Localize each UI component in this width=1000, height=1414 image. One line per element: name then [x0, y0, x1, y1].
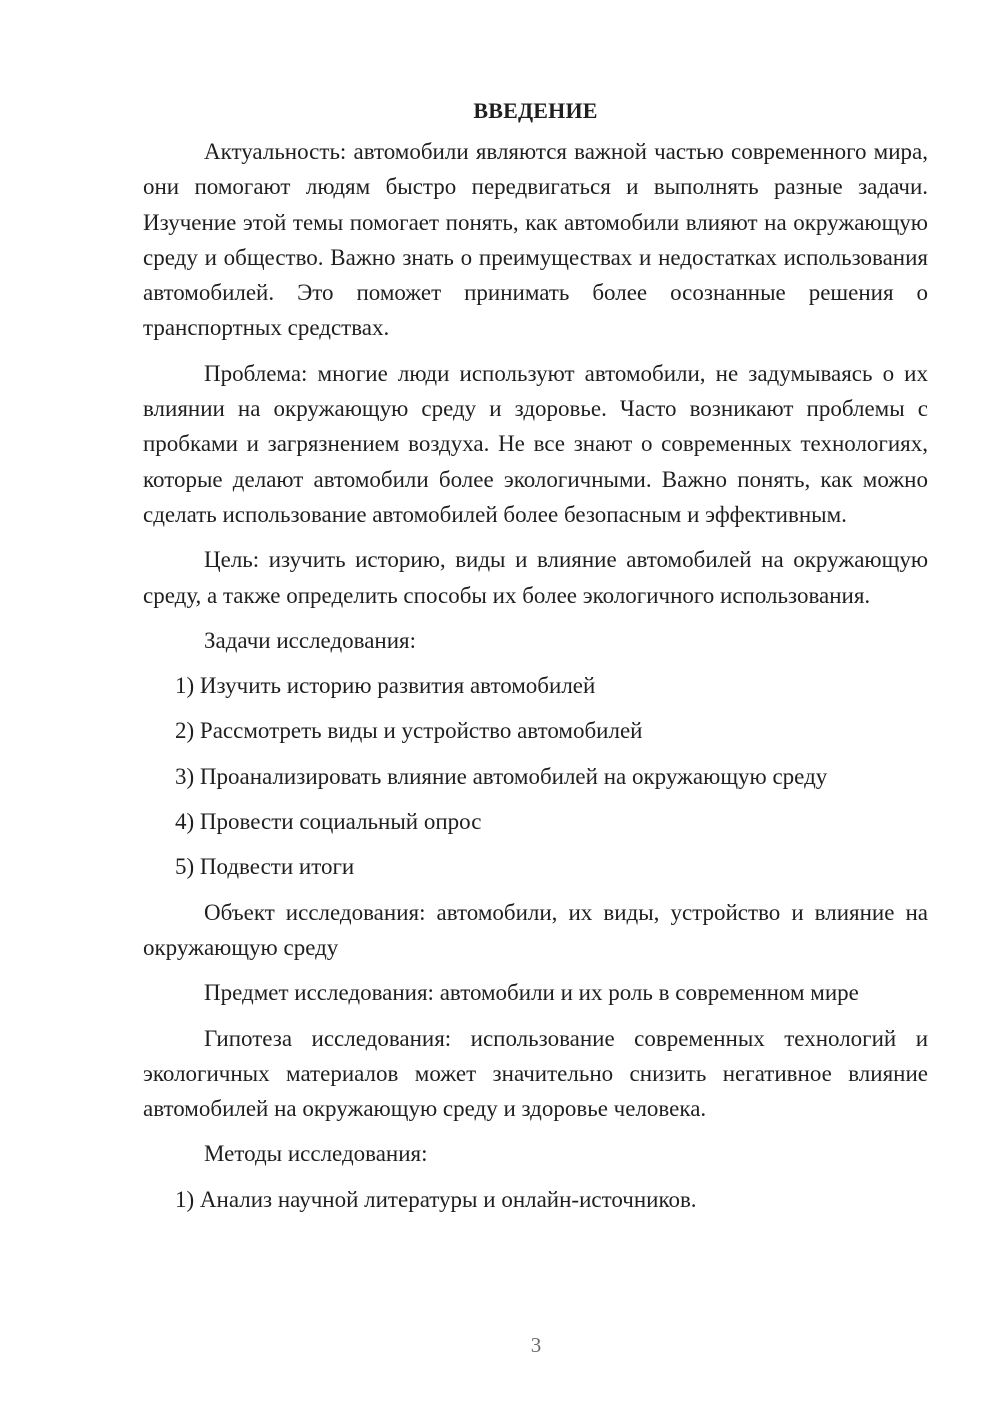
tasks-label: Задачи исследования: — [204, 627, 417, 653]
page-content — [143, 95, 928, 1227]
problem-paragraph: Проблема: многие люди используют автомобили, не задумываясь о их влиянии на окружающую среду и здоровье. Часто возникают проблемы с пробками и загрязнением воздуха. Не все знают о современных технологиях, которые делают автомобили более экологичными. Важно понять, как можно сделать использование автомобилей более безопасным и эффективным. — [143, 360, 928, 527]
relevance-paragraph: Актуальность: автомобили являются важной частью современного мира, они помогают людям быстро передвигаться и выполнять разные задачи. Изучение этой темы помогает понять, как автомобили влияют на окружающую среду и общество. Важно знать о преимуществах и недостатках использования автомобилей. Это поможет принимать более осознанные решения о транспортных средствах. — [143, 139, 928, 341]
hypothesis-paragraph: Гипотеза исследования: использование современных технологий и экологичных материалов может значительно снизить негативное влияние автомобилей на окружающую среду и здоровье человека. — [143, 1025, 928, 1122]
goal-paragraph: Цель: изучить историю, виды и влияние автомобилей на окружающую среду, а также определить способы их более экологичного использования. — [143, 547, 928, 608]
tasks-list — [143, 668, 928, 884]
methods-list — [143, 1182, 928, 1217]
task-item-5: 5) Подвести итоги — [175, 854, 355, 880]
task-item-3: 3) Проанализировать влияние автомобилей на окружающую среду — [175, 763, 828, 789]
page-number: 3 — [530, 1333, 542, 1357]
methods-label: Методы исследования: — [204, 1141, 428, 1167]
method-item-1: 1) Анализ научной литературы и онлайн-источников. — [175, 1186, 697, 1212]
task-item-2: 2) Рассмотреть виды и устройство автомобилей — [175, 718, 643, 744]
task-item-4: 4) Провести социальный опрос — [175, 809, 482, 835]
subject-paragraph: Предмет исследования: автомобили и их роль в современном мире — [204, 980, 859, 1006]
object-paragraph: Объект исследования: автомобили, их виды, устройство и влияние на окружающую среду — [143, 899, 928, 960]
section-title: ВВЕДЕНИЕ — [473, 98, 598, 123]
task-item-1: 1) Изучить историю развития автомобилей — [175, 673, 596, 699]
